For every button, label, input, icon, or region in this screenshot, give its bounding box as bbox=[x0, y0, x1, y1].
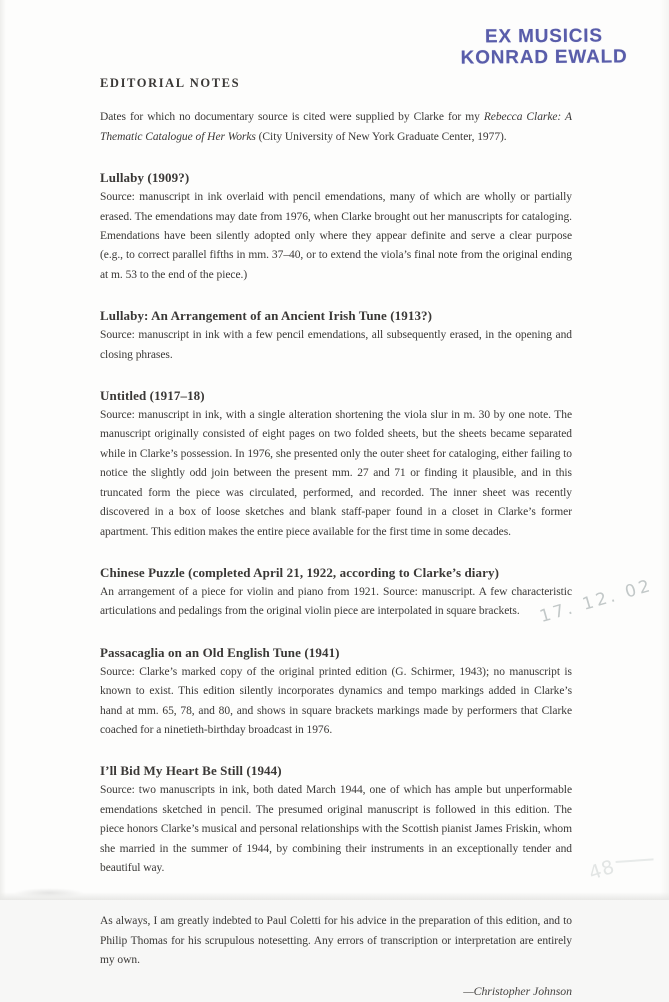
section-body: Source: Clarke’s marked copy of the original printed edition (G. Schirmer, 1943); no manuscript is known to exist. This edition silently incorporates dynamics and tempo markings added in Clarke’s hand at mm. 65, 78, and 80, and shows in square brackets markings made by performers that Clarke coached for a ninetieth-birthday broadcast in 1976. bbox=[100, 665, 572, 736]
intro-prefix: Dates for which no documentary source is cited were supplied by Clarke for my bbox=[100, 111, 484, 124]
section-body: An arrangement of a piece for violin and piano from 1921. Source: manuscript. A few characteristic articulations and pedalings from the original violin piece are interpolated in square brackets. bbox=[100, 585, 572, 618]
section-lullaby bbox=[100, 170, 572, 285]
section-heading: Lullaby: An Arrangement of an Ancient Irish Tune (1913?) bbox=[100, 308, 433, 324]
section-untitled bbox=[100, 388, 572, 542]
section-lullaby-arrangement bbox=[100, 308, 572, 365]
section-body: Source: manuscript in ink with a few pencil emendations, all subsequently erased, in the opening and closing phrases. bbox=[100, 329, 572, 361]
page-title: EDITORIAL NOTES bbox=[100, 76, 241, 90]
stamp-line-1: EX MUSICIS bbox=[484, 25, 603, 48]
section-heading: Passacaglia on an Old English Tune (1941) bbox=[100, 644, 340, 660]
scan-edge-shadow bbox=[0, 892, 669, 900]
section-chinese-puzzle bbox=[100, 565, 572, 622]
section-body: Source: manuscript in ink, with a single alteration shortening the viola slur in m. 30 by one note. The manuscript originally consisted of eight pages on two folded sheets, but the sheets became separated while in Clarke’s possession. In 1976, she presented only the outer sheet for cataloging, either failing to notice the slightly odd join between the present mm. 27 and 71 or finding it plausible, and in this truncated form the piece was circulated, performed, and recorded. The inner sheet was recently discovered in a box of loose sketches and blank staff-paper found in a closet in Clarke’s former apartment. This edition makes the entire piece available for the first time in some decades. bbox=[100, 409, 572, 538]
stamp-line-2: KONRAD EWALD bbox=[460, 46, 628, 69]
handwritten-page-number-annotation: 48 bbox=[586, 843, 656, 884]
handwritten-date-annotation: 17. 12. 02 bbox=[537, 575, 656, 627]
ownership-stamp bbox=[449, 25, 639, 68]
section-heading: Chinese Puzzle (completed April 21, 1922, according to Clarke’s diary) bbox=[100, 564, 499, 580]
section-passacaglia bbox=[100, 645, 572, 741]
author-signature: —Christopher Johnson bbox=[463, 984, 572, 999]
editorial-notes-body bbox=[100, 74, 572, 1002]
acknowledgements-paragraph: As always, I am greatly indebted to Paul Coletti for his advice in the preparation of this edition, and to Philip Thomas for his scrupulous notesetting. Any errors of transcription or interpretation are entirely my own. bbox=[100, 915, 572, 967]
intro-book-title: Rebecca Clarke: A Thematic Catalogue of Her Works bbox=[100, 111, 572, 143]
intro-paragraph bbox=[100, 108, 572, 147]
intro-suffix: (City University of New York Graduate Center, 1977). bbox=[255, 130, 507, 143]
section-heading: Lullaby (1909?) bbox=[100, 170, 190, 186]
section-body: Source: two manuscripts in ink, both dated March 1944, one of which has ample but unperformable emendations sketched in pencil. The presumed original manuscript is followed in this edition. The piece honors Clarke’s musical and personal relationships with the Scottish pianist James Friskin, whom she married in the summer of 1944, by combining their instruments in an exceptionally tender and beautiful way. bbox=[100, 784, 572, 874]
section-ill-bid-my-heart bbox=[100, 763, 572, 878]
section-heading: I’ll Bid My Heart Be Still (1944) bbox=[100, 763, 282, 779]
section-body: Source: manuscript in ink overlaid with pencil emendations, many of which are wholly or partially erased. The emendations may date from 1976, when Clarke brought out her manuscripts for cataloging. Emendations have been silently adopted only where they appear definite and serve a clear purpose (e.g., to correct parallel fifths in mm. 37–40, or to extend the viola’s final note from the original ending at m. 53 to the end of the piece.) bbox=[100, 191, 572, 281]
section-heading: Untitled (1917–18) bbox=[100, 388, 205, 404]
